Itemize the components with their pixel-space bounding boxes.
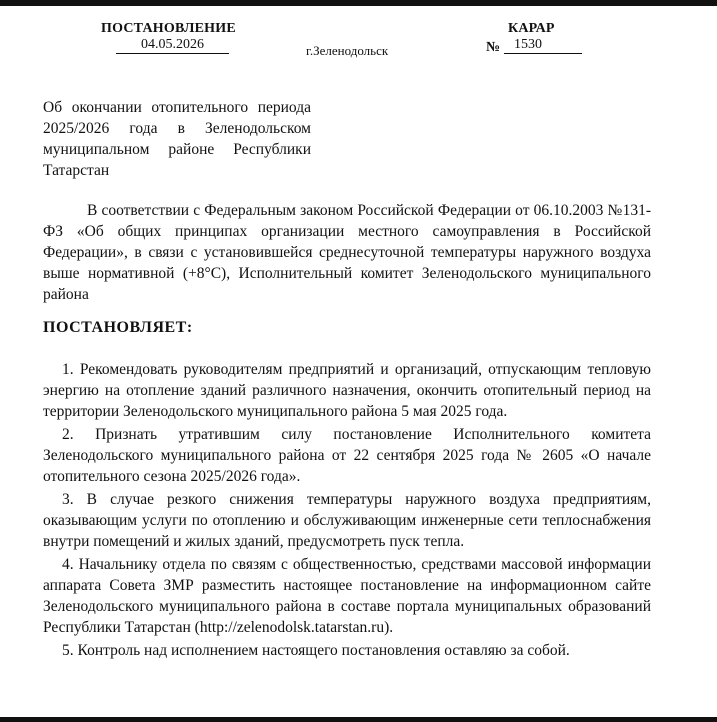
bottom-border bbox=[0, 717, 717, 722]
document-subject: Об окончании отопительного периода 2025/2026 года в Зеленодольском муниципальном районе Республики Татарстан bbox=[43, 99, 311, 179]
document-title-tt: КАРАР bbox=[508, 21, 555, 36]
decree-item-1: 1. Рекомендовать руководителям предприятий и организаций, отпускающим тепловую энергию на отопление зданий различного назначения, окончить отопительный период на территории Зеленодольского муниципального района 5 мая 2025 года. bbox=[43, 361, 651, 420]
decree-item-3: 3. В случае резкого снижения температуры наружного воздуха предприятиям, оказывающим услуги по отоплению и обслуживающим инженерные сети теплоснабжения внутри помещений и жилых зданий, предусмотреть пуск тепла. bbox=[43, 491, 651, 550]
decree-item-2: 2. Признать утратившим силу постановление Исполнительного комитета Зеленодольского муниципального района от 22 сентября 2025 года № 2605 «О начале отопительного сезона 2025/2026 года». bbox=[43, 426, 651, 485]
document-title-ru: ПОСТАНОВЛЕНИЕ bbox=[101, 21, 236, 36]
decree-item-5: 5. Контроль над исполнением настоящего постановления оставляю за собой. bbox=[62, 642, 570, 659]
decree-items bbox=[43, 359, 651, 663]
top-border bbox=[0, 0, 717, 6]
document-city: г.Зеленодольск bbox=[306, 43, 389, 58]
decree-heading: ПОСТАНОВЛЯЕТ: bbox=[43, 319, 193, 336]
document-date: 04.05.2026 bbox=[116, 37, 229, 54]
preamble-paragraph: В соответствии с Федеральным законом Российской Федерации от 06.10.2003 №131-ФЗ «Об общих принципах организации местного самоуправления в Российской Федерации», в связи с установившейся среднесуточной температуры наружного воздуха выше нормативной (+8°С), Исполнительный комитет Зеленодольского муниципального района bbox=[43, 202, 651, 303]
decree-item-4: 4. Начальнику отдела по связям с общественностью, средствами массовой информации аппарата Совета ЗМР разместить настоящее постановление на информационном сайте Зеленодольского муниципального района в составе портала муниципальных образований Республики Татарстан (http://zelenodolsk.tatarstan.ru). bbox=[43, 556, 651, 636]
document-number: 1530 bbox=[504, 37, 582, 54]
number-sign: № bbox=[486, 40, 501, 55]
